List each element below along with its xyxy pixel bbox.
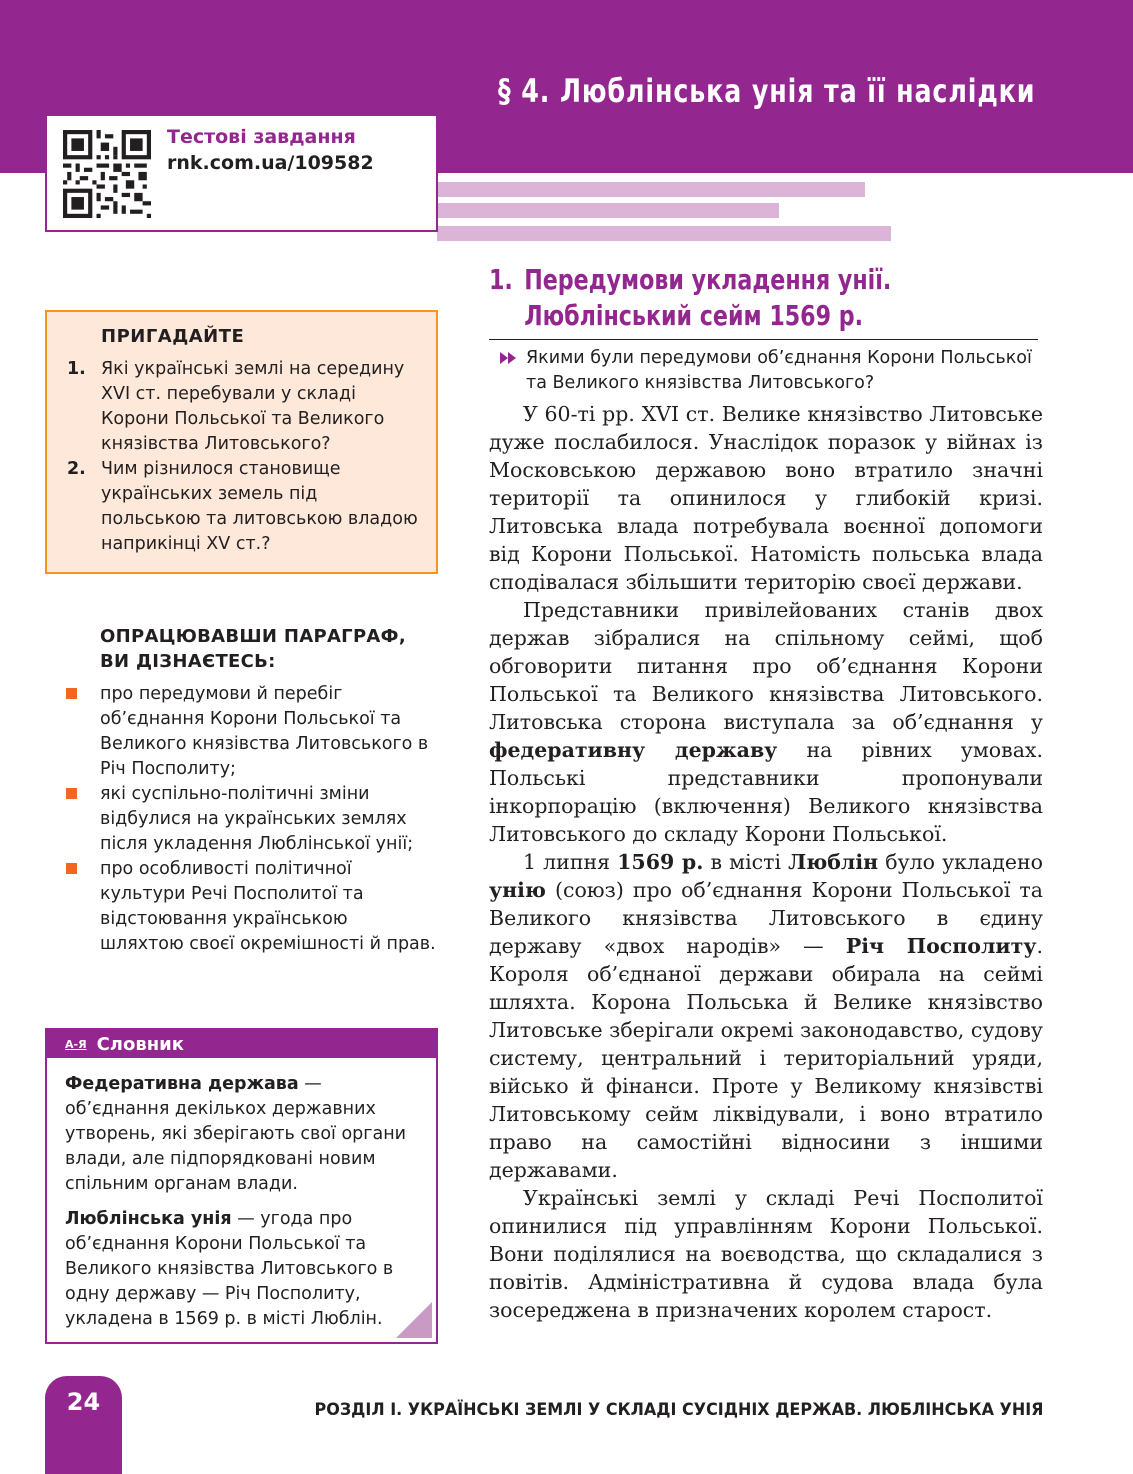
recall-item-text: Які українські землі на середину XVI ст. перебували у складі Корони Польської та Великого князівства Литовського? — [101, 359, 405, 454]
qr-url-link[interactable]: rnk.com.ua/109582 — [167, 152, 374, 174]
list-item-text: про особливості політичної культури Речі Посполитої та відстоювання українською шляхтою своєї окремішності й прав. — [100, 859, 436, 954]
key-term: Люблін — [788, 850, 879, 874]
paragraph — [489, 596, 1043, 848]
chapter-footer: РОЗДІЛ І. УКРАЇНСЬКІ ЗЕМЛІ У СКЛАДІ СУСІДНІХ ДЕРЖАВ. ЛЮБЛІНСЬКА УНІЯ — [314, 1400, 1043, 1420]
list-item-text: які суспільно-політичні зміни відбулися на українських землях після укладення Люблінської унії; — [100, 784, 414, 854]
qr-code-icon[interactable] — [63, 130, 151, 218]
header-stripe — [437, 226, 891, 241]
dictionary-icon: А-Я — [65, 1037, 87, 1051]
recall-item — [67, 457, 420, 557]
guiding-question-text: Якими були передумови об’єднання Корони Польської та Великого князівства Литовського? — [526, 348, 1032, 393]
header-stripe — [437, 203, 779, 218]
list-item-text: про передумови й перебіг об’єднання Корони Польської та Великого князівства Литовського в Річ Посполиту; — [100, 684, 429, 779]
list-item — [66, 682, 436, 782]
page-number: 24 — [66, 1388, 101, 1416]
text-run: в місті — [703, 850, 789, 874]
vocabulary-entry — [65, 1072, 420, 1197]
recall-item-text: Чим різнилося становище українських земель під польською та литовською владою наприкінці XV ст.? — [101, 459, 418, 554]
text-run: було укладено — [878, 850, 1043, 874]
recall-item — [67, 357, 420, 457]
vocabulary-entry — [65, 1207, 420, 1332]
recall-item-number: 1. — [67, 359, 86, 379]
vocabulary-box — [45, 1028, 438, 1344]
key-term: федеративну державу — [489, 738, 778, 762]
learning-objectives-title: ОПРАЦЮВАВШИ ПАРАГРАФ, ВИ ДІЗНАЄТЕСЬ: — [100, 626, 406, 672]
list-item — [66, 857, 436, 957]
main-text — [489, 400, 1043, 1324]
section-title — [489, 262, 982, 334]
text-run: (союз) про об’єднання Корони Польської та Великого князівства Литовського в єдину державу «двох народів» — — [489, 878, 1043, 958]
text-run: 1 липня — [523, 850, 618, 874]
text-run: Представники привілейованих станів двох держав зібралися на спільному сеймі, щоб обговорити питання про об’єднання Корони Польської та Великого князівства Литовського. Литовська сторона виступала за об’єднання у — [489, 598, 1043, 734]
section-title-line: Люблінський сейм 1569 р. — [524, 299, 864, 332]
recall-item-number: 2. — [67, 459, 86, 479]
recall-title: ПРИГАДАЙТЕ — [101, 326, 245, 347]
page-corner-icon — [396, 1302, 432, 1338]
guiding-question — [500, 346, 1040, 396]
qr-box — [45, 114, 438, 232]
square-bullet-icon — [66, 788, 77, 799]
paragraph: Українські землі у складі Речі Посполитої опинилися під управлінням Корони Польської. Вони поділялися на воєводства, що складалися з повітів. Адміністративна й судова влада була зосереджена в призначених королем старост. — [489, 1186, 1043, 1322]
paragraph-title: § 4. Люблінська унія та її наслідки — [498, 72, 1036, 110]
list-item — [66, 782, 436, 857]
key-term: Річ Посполиту — [845, 934, 1037, 958]
double-arrow-icon — [500, 350, 520, 366]
text-run: . Короля об’єднаної держави обирала на сеймі шляхта. Корона Польська й Велике князівство Литовське зберігали окремі законодавство, судову систему, центральний і територіальний уряди, військо й фінанси. Проте у Великому князівстві Литовському сейм ліквідували, і воно втратило право на самостійні відносини з іншими державами. — [489, 934, 1043, 1182]
key-term: 1569 р. — [617, 850, 704, 874]
vocabulary-header — [47, 1030, 436, 1058]
paragraph — [489, 848, 1043, 1184]
vocabulary-definition: — угода про об’єднання Корони Польської та Великого князівства Литовського в одну державу — Річ Посполиту, укладена в 1569 р. в місті Люблін. — [65, 1209, 394, 1329]
header-stripe — [437, 182, 865, 197]
square-bullet-icon — [66, 688, 77, 699]
vocabulary-term: Люблінська унія — [65, 1209, 232, 1229]
key-term: унію — [489, 878, 546, 902]
text-run: на рівних умовах. Польські представники пропонували інкорпорацію (включення) Великого князівства Литовського до складу Корони Польської. — [489, 738, 1043, 846]
section-divider — [489, 339, 1038, 340]
paragraph: У 60-ті рр. XVI ст. Велике князівство Литовське дуже послабилося. Унаслідок поразок у війнах із Московською державою воно втратило значні території та опинилося у глибокій кризі. Литовська влада потребувала воєнної допомоги від Корони Польської. Натомість польська влада сподівалася збільшити територію своєї держави. — [489, 402, 1043, 594]
vocabulary-definition: — об’єднання декількох державних утворень, які зберігають свої органи влади, але підпорядковані новим спільним органам влади. — [65, 1074, 407, 1194]
learning-objectives — [66, 624, 436, 957]
section-number: 1. — [489, 263, 513, 296]
vocabulary-term: Федеративна держава — [65, 1074, 299, 1094]
section-title-line: Передумови укладення унії. — [524, 263, 892, 296]
recall-box — [45, 310, 438, 574]
square-bullet-icon — [66, 863, 77, 874]
qr-title: Тестові завдання — [167, 126, 356, 148]
vocabulary-title: Словник — [96, 1033, 184, 1055]
